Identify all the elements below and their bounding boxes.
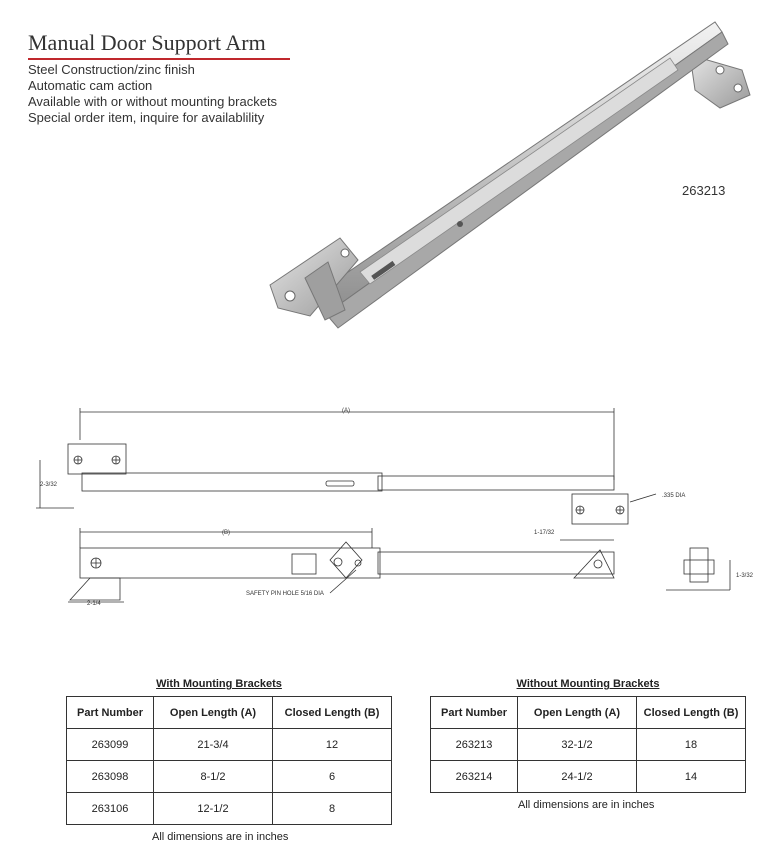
header-part-number: Part Number	[67, 697, 154, 729]
dim-profile: 1-3/32	[736, 573, 754, 579]
with-brackets-caption: With Mounting Brackets	[156, 678, 282, 690]
product-title: Manual Door Support Arm	[28, 30, 266, 55]
part-number-cell: 263106	[67, 793, 154, 825]
dim-offset: 1-17/32	[534, 530, 555, 536]
table-header-row	[67, 697, 392, 729]
open-length-cell: 21-3/4	[154, 729, 273, 761]
part-number-cell: 263213	[431, 729, 518, 761]
table-row	[67, 761, 392, 793]
open-length-cell: 24-1/2	[518, 761, 637, 793]
table-row	[67, 729, 392, 761]
part-number-cell: 263098	[67, 761, 154, 793]
table-row	[431, 761, 746, 793]
header-open-length: Open Length (A)	[154, 697, 273, 729]
with-brackets-note: All dimensions are in inches	[152, 831, 289, 843]
dim-height: 2-3/32	[40, 482, 58, 488]
closed-length-cell: 6	[273, 761, 392, 793]
dim-label-a: (A)	[342, 408, 350, 414]
closed-length-cell: 12	[273, 729, 392, 761]
product-photo	[250, 10, 760, 330]
with-brackets-table	[66, 696, 392, 825]
feature-item: Automatic cam action	[28, 78, 153, 93]
closed-length-cell: 8	[273, 793, 392, 825]
table-row	[431, 729, 746, 761]
feature-item: Steel Construction/zinc finish	[28, 62, 195, 77]
technical-drawing	[0, 380, 780, 630]
dim-label-b: (B)	[222, 530, 230, 536]
open-length-cell: 8-1/2	[154, 761, 273, 793]
without-brackets-note: All dimensions are in inches	[518, 799, 655, 811]
header-closed-length: Closed Length (B)	[273, 697, 392, 729]
open-length-cell: 32-1/2	[518, 729, 637, 761]
feature-item: Available with or without mounting brackets	[28, 94, 278, 109]
open-length-cell: 12-1/2	[154, 793, 273, 825]
dim-bracket: 2-1/4	[87, 601, 101, 607]
table-row	[67, 793, 392, 825]
safety-pin-label: SAFETY PIN HOLE 5/16 DIA	[246, 591, 324, 597]
closed-length-cell: 18	[637, 729, 746, 761]
photo-part-number: 263213	[682, 183, 726, 198]
part-number-cell: 263099	[67, 729, 154, 761]
part-number-cell: 263214	[431, 761, 518, 793]
header-open-length: Open Length (A)	[518, 697, 637, 729]
feature-item: Special order item, inquire for availablility	[28, 110, 265, 125]
without-brackets-caption: Without Mounting Brackets	[516, 678, 660, 690]
header-part-number: Part Number	[431, 697, 518, 729]
table-header-row	[431, 697, 746, 729]
dim-hole: .335 DIA	[662, 493, 686, 499]
header-closed-length: Closed Length (B)	[637, 697, 746, 729]
feature-list	[28, 62, 277, 126]
closed-length-cell: 14	[637, 761, 746, 793]
without-brackets-table	[430, 696, 746, 793]
